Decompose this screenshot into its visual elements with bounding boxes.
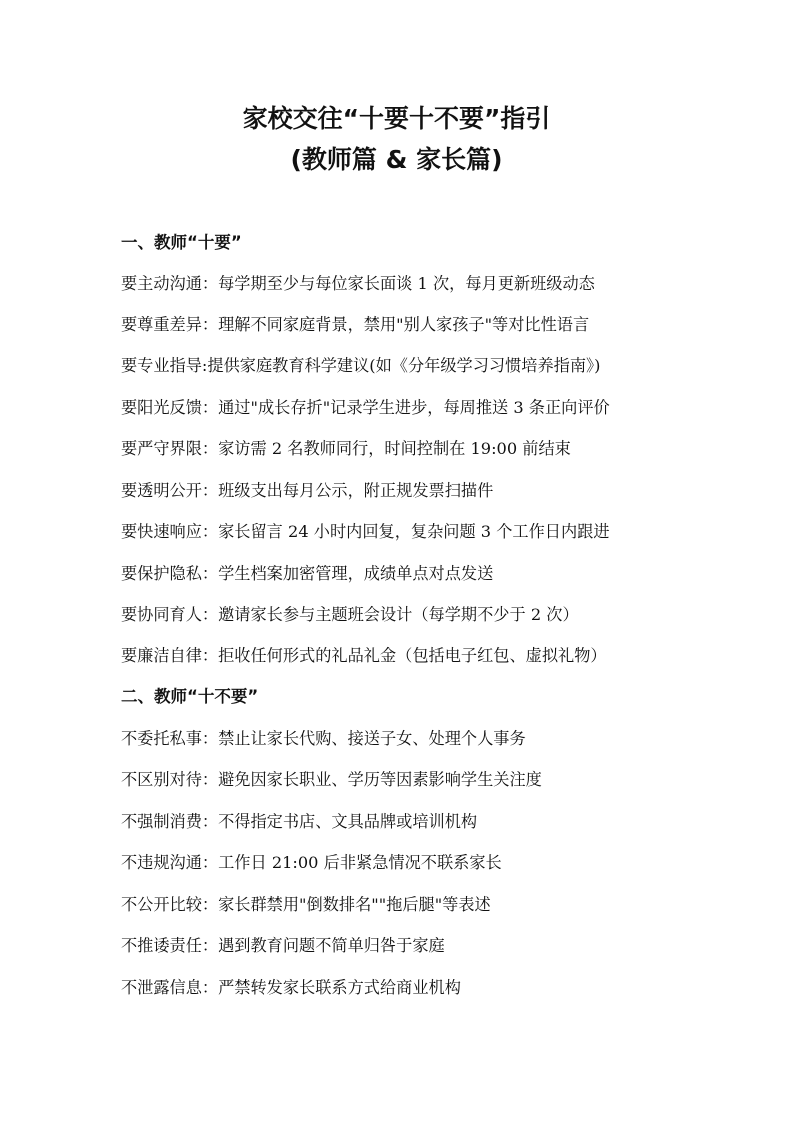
list-item: 要保护隐私：学生档案加密管理，成绩单点对点发送 (121, 564, 494, 583)
list-item: 要快速响应：家长留言 24 小时内回复，复杂问题 3 个工作日内跟进 (121, 522, 610, 541)
section-heading-teacher-donts: 二、教师“十不要” (121, 687, 259, 706)
list-item: 不违规沟通：工作日 21:00 后非紧急情况不联系家长 (121, 853, 502, 872)
list-item: 要透明公开：班级支出每月公示，附正规发票扫描件 (121, 481, 494, 500)
list-item: 要专业指导:提供家庭教育科学建议(如《分年级学习习惯培养指南》) (121, 356, 601, 375)
list-item: 要廉洁自律：拒收任何形式的礼品礼金（包括电子红包、虚拟礼物） (121, 646, 607, 665)
list-item: 要主动沟通：每学期至少与每位家长面谈 1 次，每月更新班级动态 (121, 274, 595, 293)
list-item: 不区别对待：避免因家长职业、学历等因素影响学生关注度 (121, 770, 542, 789)
section-heading-teacher-dos: 一、教师“十要” (121, 233, 242, 252)
list-item: 要阳光反馈：通过"成长存折"记录学生进步，每周推送 3 条正向评价 (121, 398, 610, 417)
list-item: 不推诿责任：遇到教育问题不简单归咎于家庭 (121, 936, 445, 955)
document-title: 家校交往“十要十不要”指引 (242, 104, 551, 133)
list-item: 不泄露信息：严禁转发家长联系方式给商业机构 (121, 978, 461, 997)
document-subtitle: (教师篇 & 家长篇) (290, 145, 503, 174)
list-item: 要严守界限：家访需 2 名教师同行，时间控制在 19:00 前结束 (121, 439, 571, 458)
list-item: 不强制消费：不得指定书店、文具品牌或培训机构 (121, 812, 478, 831)
list-item: 不委托私事：禁止让家长代购、接送子女、处理个人事务 (121, 729, 526, 748)
list-item: 不公开比较：家长群禁用"倒数排名""拖后腿"等表述 (121, 895, 491, 914)
list-item: 要尊重差异：理解不同家庭背景，禁用"别人家孩子"等对比性语言 (121, 315, 590, 334)
list-item: 要协同育人：邀请家长参与主题班会设计（每学期不少于 2 次） (121, 605, 579, 624)
